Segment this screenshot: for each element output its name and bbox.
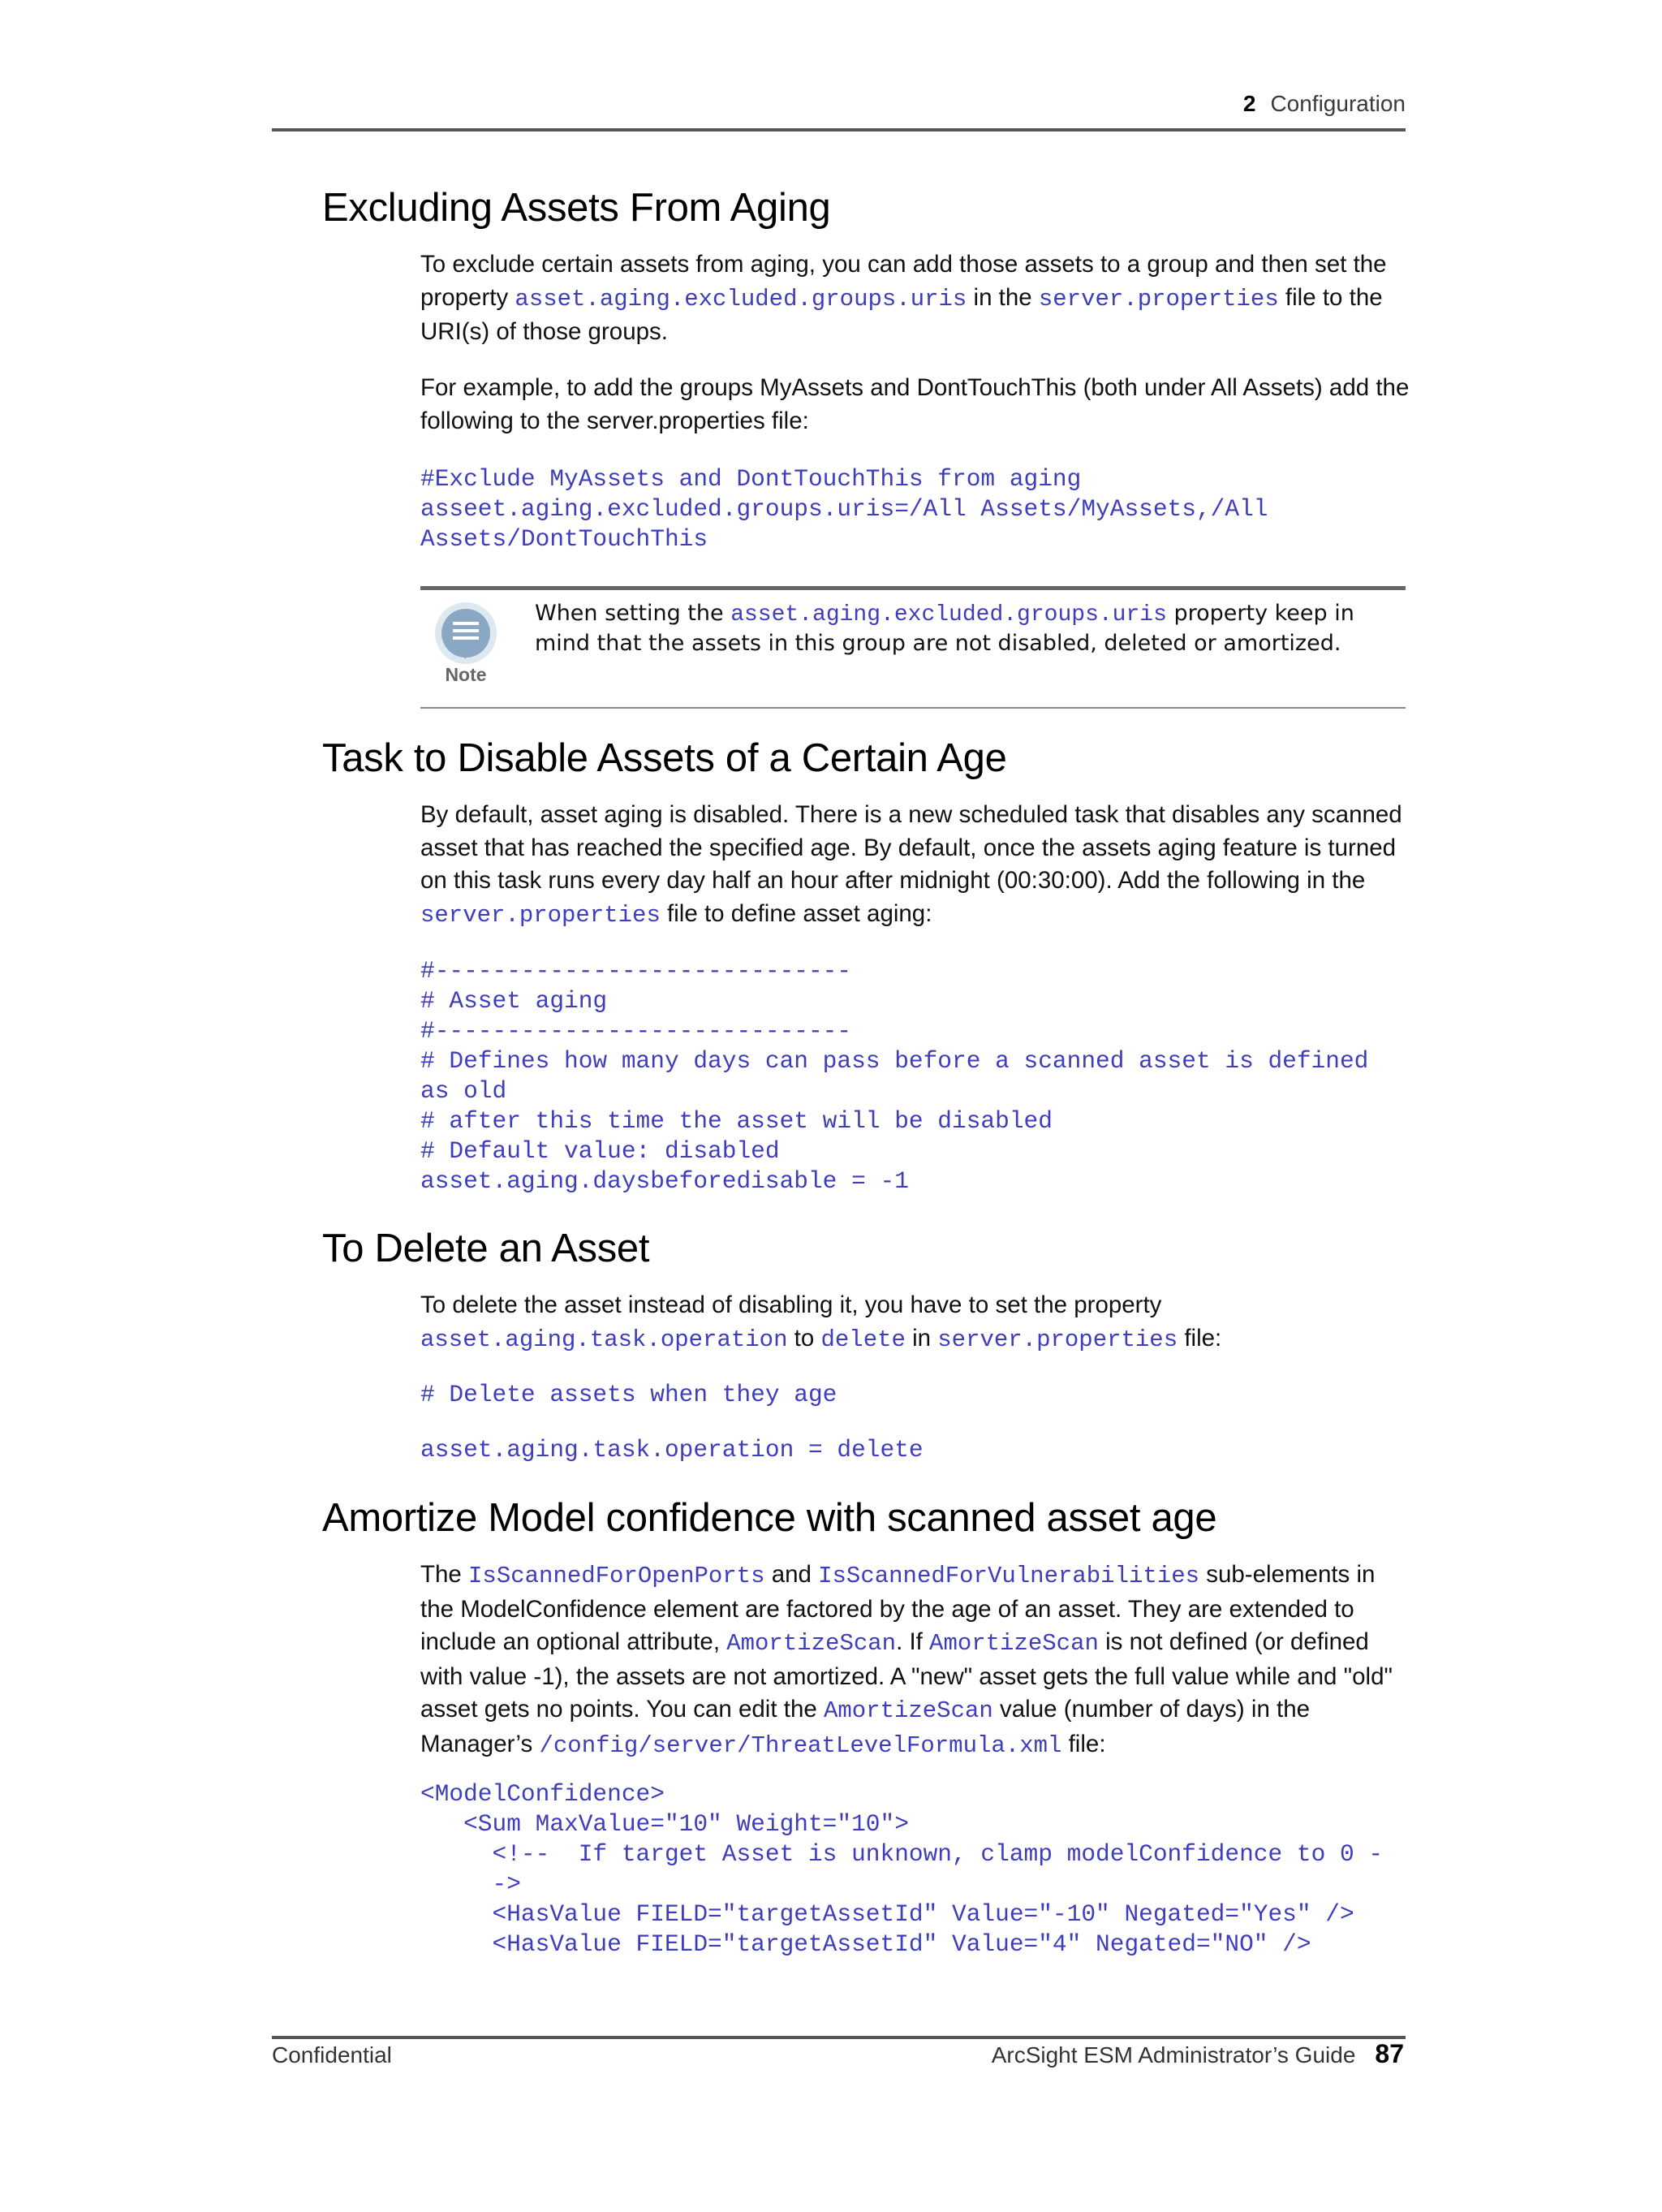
amortize-paragraph xyxy=(420,1559,1410,1762)
inline-code: asset.aging.excluded.groups.uris xyxy=(515,285,967,313)
excluding-paragraph-2: For example, to add the groups MyAssets and DontTouchThis (both under All Assets) add the following to the server.properties file: xyxy=(420,374,1410,434)
text-run: To delete the asset instead of disabling it, you have to set the property xyxy=(420,1291,1162,1318)
inline-code: server.properties xyxy=(937,1326,1178,1353)
heading-disable-task: Task to Disable Assets of a Certain Age xyxy=(322,736,1007,780)
code-block-asset-aging: #----------------------------- # Asset aging #----------------------------- # Defines how many days can pass before a scanned asset is defined as old # after this time the asset will be disabled # Default value: disabled asset.aging.daysbeforedisable = -1 xyxy=(420,957,1369,1195)
inline-code: delete xyxy=(820,1326,906,1353)
text-run: . If xyxy=(896,1628,930,1655)
text-run: The xyxy=(420,1561,469,1588)
inline-code: asset.aging.task.operation xyxy=(420,1326,788,1353)
note-label: Note xyxy=(445,664,487,685)
page-number: 87 xyxy=(1375,2039,1404,2068)
note-text xyxy=(535,599,1403,658)
inline-code: /config/server/ThreatLevelFormula.xml xyxy=(539,1731,1062,1759)
text-run: is not defined (or defined with value -1), the assets are not amortized. A "new" asset gets the full value while and "old" asset gets no points. You can edit the xyxy=(420,1628,1393,1723)
delete-paragraph xyxy=(420,1289,1410,1356)
text-run: in the xyxy=(967,283,1039,311)
inline-code: AmortizeScan xyxy=(929,1630,1099,1657)
text-run: file to define asset aging: xyxy=(660,899,932,927)
text-run: file to the URI(s) of those groups. xyxy=(420,283,1383,345)
text-run: property keep in mind that the assets in this group are not disabled, deleted or amortized. xyxy=(535,601,1354,656)
code-block-exclude: #Exclude MyAssets and DontTouchThis from aging asseet.aging.excluded.groups.uris=/All Assets/MyAssets,/All Assets/DontTouchThis xyxy=(420,465,1268,553)
chapter-number: 2 xyxy=(1242,91,1256,116)
text-run: and xyxy=(764,1561,819,1588)
heading-excluding-assets: Excluding Assets From Aging xyxy=(322,186,831,230)
code-line-delete-setting: asset.aging.task.operation = delete xyxy=(420,1436,924,1464)
inline-code: AmortizeScan xyxy=(823,1697,993,1724)
footer-guide xyxy=(992,2039,1404,2069)
text-run: value (number of days) in the Manager’s xyxy=(420,1696,1311,1757)
text-run: sub-elements in the ModelConfidence element are factored by the age of an asset. They are extended to include an optional attribute, xyxy=(420,1561,1376,1655)
inline-code: server.properties xyxy=(1038,285,1279,313)
note-bottom-rule xyxy=(420,707,1406,709)
footer-confidential: Confidential xyxy=(272,2042,392,2068)
heading-delete-asset: To Delete an Asset xyxy=(322,1227,650,1270)
inline-code: IsScannedForOpenPorts xyxy=(468,1563,765,1589)
text-run: file: xyxy=(1178,1324,1222,1352)
heading-amortize: Amortize Model confidence with scanned asset age xyxy=(322,1496,1217,1540)
running-header xyxy=(272,91,1406,117)
text-run: When setting the xyxy=(535,601,731,626)
text-run: in xyxy=(905,1324,938,1352)
inline-code: AmortizeScan xyxy=(726,1630,897,1657)
inline-code: server.properties xyxy=(420,901,661,929)
code-block-model-confidence: <ModelConfidence> <Sum MaxValue="10" Weight="10"> <!-- If target Asset is unknown, clamp modelConfidence to 0 - -> <HasValue FIELD="targetAssetId" Value="-10" Negated="Yes" /> <HasValue FIELD="targetAssetId" Value="4" Negated="NO" /> xyxy=(420,1780,1384,1958)
guide-title: ArcSight ESM Administrator’s Guide xyxy=(991,2042,1356,2068)
disable-paragraph xyxy=(420,799,1410,932)
excluding-paragraph-1 xyxy=(420,248,1410,349)
text-run: To exclude certain assets from aging, you can add those assets to a group and then set the property xyxy=(420,251,1387,311)
inline-code: IsScannedForVulnerabilities xyxy=(818,1563,1200,1589)
inline-code: asset.aging.excluded.groups.uris xyxy=(730,602,1167,627)
chapter-title: Configuration xyxy=(1270,91,1406,116)
note-top-rule xyxy=(420,586,1406,590)
text-run: By default, asset aging is disabled. There is a new scheduled task that disables any scanned asset that has reached the specified age. By default, once the assets aging feature is turned on this task runs every day half an hour after midnight (00:30:00). Add the following in the xyxy=(420,801,1402,894)
header-rule xyxy=(272,128,1406,132)
code-line-delete-comment: # Delete assets when they age xyxy=(420,1381,837,1408)
text-run: to xyxy=(787,1324,821,1352)
text-run: file: xyxy=(1061,1730,1106,1757)
